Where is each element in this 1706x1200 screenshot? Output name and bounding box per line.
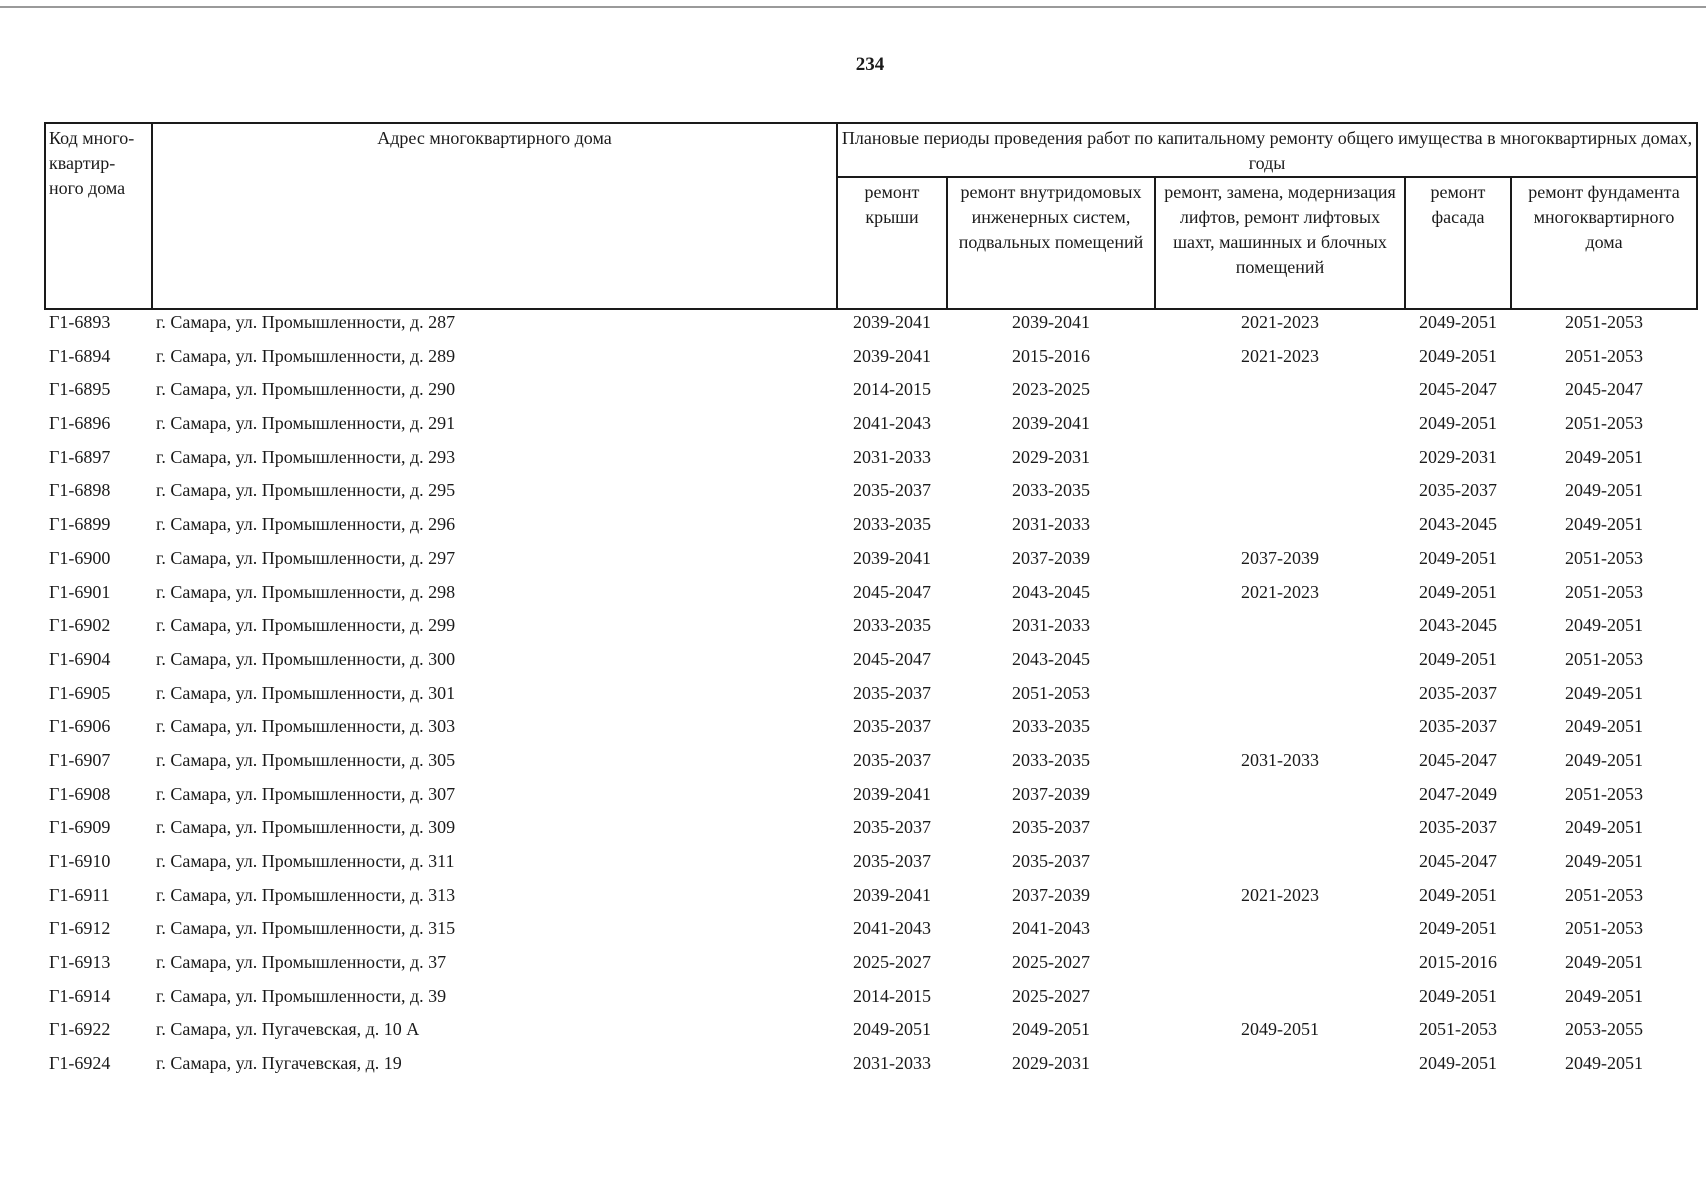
- cell-address: г. Самара, ул. Промышленности, д. 39: [156, 985, 447, 1006]
- cell-address: г. Самара, ул. Промышленности, д. 313: [156, 884, 456, 905]
- cell-foundation: 2049-2051: [1565, 480, 1644, 501]
- cell-lifts: [1155, 714, 1405, 748]
- cell-engineering: 2035-2037: [1012, 817, 1090, 838]
- cell-foundation: 2049-2051: [1565, 851, 1644, 871]
- cell-facade: 2045-2047: [1419, 379, 1497, 400]
- table-row: [45, 478, 1697, 512]
- cell-lifts: 2031-2033: [1241, 749, 1319, 770]
- cell-lifts: 2049-2051: [1241, 1019, 1319, 1040]
- cell-facade: 2049-2051: [1419, 884, 1497, 905]
- cell-lifts: [1155, 1051, 1405, 1085]
- cell-code: Г1-6897: [49, 446, 111, 467]
- cell-code: Г1-6913: [49, 952, 111, 973]
- cell-lifts: 2037-2039: [1241, 547, 1319, 568]
- cell-engineering: 2037-2039: [1012, 547, 1090, 568]
- header-facade: ремонт фасада: [1405, 177, 1511, 309]
- cell-roof: 2031-2033: [853, 446, 931, 467]
- cell-address: г. Самара, ул. Промышленности, д. 295: [156, 480, 456, 501]
- table-row: [45, 984, 1697, 1018]
- cell-facade: 2035-2037: [1419, 682, 1497, 703]
- table-row: [45, 445, 1697, 479]
- cell-code: Г1-6905: [49, 682, 111, 703]
- cell-engineering: 2031-2033: [1012, 514, 1090, 535]
- cell-foundation: 2049-2051: [1565, 682, 1644, 703]
- capital-repair-table: [44, 122, 1698, 1085]
- cell-roof: 2041-2043: [853, 413, 931, 434]
- header-foundation: ремонт фундамента многоквартирного дома: [1511, 177, 1697, 309]
- cell-address: г. Самара, ул. Промышленности, д. 305: [156, 749, 456, 770]
- cell-code: Г1-6898: [49, 480, 111, 501]
- cell-foundation: 2051-2053: [1565, 581, 1644, 602]
- table-body: [45, 309, 1697, 1085]
- cell-facade: 2049-2051: [1419, 918, 1497, 939]
- cell-roof: 2035-2037: [853, 682, 931, 703]
- cell-facade: 2029-2031: [1419, 446, 1497, 467]
- cell-roof: 2039-2041: [853, 345, 931, 366]
- cell-roof: 2049-2051: [853, 1019, 931, 1040]
- cell-engineering: 2051-2053: [1012, 682, 1090, 703]
- cell-foundation: 2049-2051: [1565, 514, 1644, 535]
- cell-address: г. Самара, ул. Промышленности, д. 289: [156, 345, 456, 366]
- cell-lifts: 2021-2023: [1241, 884, 1319, 905]
- cell-facade: 2049-2051: [1419, 648, 1497, 669]
- cell-engineering: 2041-2043: [1012, 918, 1090, 939]
- header-address: Адрес многоквартирного дома: [152, 123, 837, 309]
- cell-address: г. Самара, ул. Промышленности, д. 290: [156, 379, 456, 400]
- cell-facade: 2049-2051: [1419, 547, 1497, 568]
- cell-engineering: 2035-2037: [1012, 851, 1090, 871]
- cell-engineering: 2043-2045: [1012, 581, 1090, 602]
- cell-foundation: 2051-2053: [1565, 547, 1644, 568]
- cell-roof: 2014-2015: [853, 379, 931, 400]
- cell-address: г. Самара, ул. Промышленности, д. 303: [156, 716, 456, 737]
- cell-lifts: 2021-2023: [1241, 312, 1319, 332]
- cell-engineering: 2023-2025: [1012, 379, 1090, 400]
- header-roof: ремонт крыши: [837, 177, 947, 309]
- cell-roof: 2035-2037: [853, 817, 931, 838]
- cell-code: Г1-6899: [49, 514, 111, 535]
- cell-code: Г1-6904: [49, 648, 111, 669]
- table-row: [45, 1017, 1697, 1051]
- cell-facade: 2049-2051: [1419, 413, 1497, 434]
- cell-address: г. Самара, ул. Промышленности, д. 291: [156, 413, 456, 434]
- cell-code: Г1-6909: [49, 817, 111, 838]
- cell-roof: 2035-2037: [853, 716, 931, 737]
- cell-foundation: 2045-2047: [1565, 379, 1644, 400]
- cell-engineering: 2033-2035: [1012, 749, 1090, 770]
- cell-code: Г1-6907: [49, 749, 111, 770]
- cell-code: Г1-6900: [49, 547, 111, 568]
- cell-facade: 2035-2037: [1419, 817, 1497, 838]
- cell-roof: 2035-2037: [853, 480, 931, 501]
- cell-engineering: 2037-2039: [1012, 783, 1090, 804]
- cell-engineering: 2025-2027: [1012, 952, 1090, 973]
- page-number: 234: [855, 54, 885, 75]
- table-row: [45, 748, 1697, 782]
- cell-engineering: 2025-2027: [1012, 985, 1090, 1006]
- cell-engineering: 2015-2016: [1012, 345, 1090, 366]
- header-code: Код много-квартир-ного дома: [45, 123, 152, 309]
- cell-engineering: 2039-2041: [1012, 413, 1090, 434]
- table-row: [45, 883, 1697, 917]
- table-row: [45, 714, 1697, 748]
- table-row: [45, 580, 1697, 614]
- cell-address: г. Самара, ул. Промышленности, д. 296: [156, 514, 456, 535]
- table-header: [45, 123, 1697, 309]
- cell-lifts: [1155, 512, 1405, 546]
- cell-address: г. Самара, ул. Пугачевская, д. 10 А: [156, 1019, 420, 1040]
- cell-foundation: 2049-2051: [1565, 817, 1644, 838]
- table-row: [45, 512, 1697, 546]
- cell-lifts: 2021-2023: [1241, 345, 1319, 366]
- cell-foundation: 2049-2051: [1565, 952, 1644, 973]
- cell-roof: 2039-2041: [853, 547, 931, 568]
- table-row: [45, 815, 1697, 849]
- cell-facade: 2035-2037: [1419, 716, 1497, 737]
- cell-facade: 2049-2051: [1419, 312, 1497, 332]
- cell-address: г. Самара, ул. Промышленности, д. 297: [156, 547, 456, 568]
- cell-engineering: 2033-2035: [1012, 716, 1090, 737]
- cell-code: Г1-6912: [49, 918, 111, 939]
- cell-engineering: 2039-2041: [1012, 312, 1090, 332]
- cell-foundation: 2051-2053: [1565, 413, 1644, 434]
- cell-facade: 2049-2051: [1419, 345, 1497, 366]
- table-row: [45, 647, 1697, 681]
- cell-facade: 2045-2047: [1419, 749, 1497, 770]
- cell-foundation: 2051-2053: [1565, 312, 1644, 332]
- cell-roof: 2035-2037: [853, 851, 931, 871]
- cell-code: Г1-6922: [49, 1019, 111, 1040]
- header-lifts: ремонт, замена, модернизация лифтов, ремонт лифтовых шахт, машинных и блочных помещений: [1155, 177, 1405, 309]
- cell-engineering: 2029-2031: [1012, 1053, 1090, 1074]
- table-row: [45, 377, 1697, 411]
- cell-foundation: 2051-2053: [1565, 345, 1644, 366]
- cell-engineering: 2049-2051: [1012, 1019, 1090, 1040]
- cell-lifts: [1155, 815, 1405, 849]
- cell-engineering: 2033-2035: [1012, 480, 1090, 501]
- cell-address: г. Самара, ул. Пугачевская, д. 19: [156, 1053, 402, 1074]
- cell-code: Г1-6914: [49, 985, 111, 1006]
- cell-address: г. Самара, ул. Промышленности, д. 311: [156, 851, 455, 871]
- cell-roof: 2039-2041: [853, 312, 931, 332]
- scan-top-rule: [0, 6, 1706, 8]
- cell-facade: 2049-2051: [1419, 581, 1497, 602]
- cell-address: г. Самара, ул. Промышленности, д. 287: [156, 312, 456, 332]
- cell-code: Г1-6901: [49, 581, 111, 602]
- cell-lifts: [1155, 411, 1405, 445]
- cell-code: Г1-6894: [49, 345, 111, 366]
- table-row: [45, 344, 1697, 378]
- cell-facade: 2043-2045: [1419, 615, 1497, 636]
- cell-code: Г1-6902: [49, 615, 111, 636]
- cell-roof: 2045-2047: [853, 648, 931, 669]
- table-row: [45, 681, 1697, 715]
- cell-lifts: [1155, 984, 1405, 1018]
- cell-lifts: 2021-2023: [1241, 581, 1319, 602]
- cell-roof: 2039-2041: [853, 783, 931, 804]
- cell-foundation: 2049-2051: [1565, 985, 1644, 1006]
- cell-foundation: 2053-2055: [1565, 1019, 1644, 1040]
- cell-foundation: 2051-2053: [1565, 918, 1644, 939]
- header-engineering: ремонт внутридомовых инженерных систем, подвальных помещений: [947, 177, 1155, 309]
- cell-lifts: [1155, 478, 1405, 512]
- table-row: [45, 916, 1697, 950]
- cell-foundation: 2051-2053: [1565, 884, 1644, 905]
- cell-roof: 2031-2033: [853, 1053, 931, 1074]
- cell-roof: 2045-2047: [853, 581, 931, 602]
- cell-lifts: [1155, 445, 1405, 479]
- cell-roof: 2041-2043: [853, 918, 931, 939]
- cell-facade: 2015-2016: [1419, 952, 1497, 973]
- cell-lifts: [1155, 916, 1405, 950]
- cell-foundation: 2049-2051: [1565, 716, 1644, 737]
- cell-code: Г1-6893: [49, 312, 111, 332]
- table-row: [45, 411, 1697, 445]
- cell-address: г. Самара, ул. Промышленности, д. 300: [156, 648, 456, 669]
- cell-roof: 2014-2015: [853, 985, 931, 1006]
- cell-code: Г1-6895: [49, 379, 111, 400]
- cell-code: Г1-6924: [49, 1053, 111, 1074]
- cell-engineering: 2031-2033: [1012, 615, 1090, 636]
- cell-engineering: 2043-2045: [1012, 648, 1090, 669]
- cell-roof: 2035-2037: [853, 749, 931, 770]
- table-row: [45, 546, 1697, 580]
- cell-roof: 2025-2027: [853, 952, 931, 973]
- cell-lifts: [1155, 681, 1405, 715]
- cell-address: г. Самара, ул. Промышленности, д. 315: [156, 918, 456, 939]
- table-row: [45, 1051, 1697, 1085]
- cell-address: г. Самара, ул. Промышленности, д. 301: [156, 682, 456, 703]
- cell-lifts: [1155, 782, 1405, 816]
- cell-code: Г1-6908: [49, 783, 111, 804]
- cell-lifts: [1155, 849, 1405, 883]
- cell-foundation: 2049-2051: [1565, 1053, 1644, 1074]
- cell-roof: 2033-2035: [853, 514, 931, 535]
- table-row: [45, 613, 1697, 647]
- cell-lifts: [1155, 377, 1405, 411]
- cell-code: Г1-6910: [49, 851, 111, 871]
- cell-foundation: 2051-2053: [1565, 648, 1644, 669]
- cell-foundation: 2049-2051: [1565, 749, 1644, 770]
- cell-address: г. Самара, ул. Промышленности, д. 298: [156, 581, 456, 602]
- cell-address: г. Самара, ул. Промышленности, д. 309: [156, 817, 456, 838]
- table-row: [45, 309, 1697, 344]
- cell-facade: 2051-2053: [1419, 1019, 1497, 1040]
- table-row: [45, 782, 1697, 816]
- cell-engineering: 2029-2031: [1012, 446, 1090, 467]
- cell-facade: 2035-2037: [1419, 480, 1497, 501]
- cell-foundation: 2049-2051: [1565, 615, 1644, 636]
- cell-address: г. Самара, ул. Промышленности, д. 37: [156, 952, 447, 973]
- cell-code: Г1-6906: [49, 716, 111, 737]
- cell-facade: 2049-2051: [1419, 1053, 1497, 1074]
- cell-address: г. Самара, ул. Промышленности, д. 299: [156, 615, 456, 636]
- header-periods-group: Плановые периоды проведения работ по капитальному ремонту общего имущества в многоквартирных домах, годы: [837, 123, 1697, 177]
- cell-lifts: [1155, 950, 1405, 984]
- cell-foundation: 2051-2053: [1565, 783, 1644, 804]
- cell-foundation: 2049-2051: [1565, 446, 1644, 467]
- cell-address: г. Самара, ул. Промышленности, д. 293: [156, 446, 456, 467]
- cell-facade: 2043-2045: [1419, 514, 1497, 535]
- cell-roof: 2039-2041: [853, 884, 931, 905]
- cell-address: г. Самара, ул. Промышленности, д. 307: [156, 783, 456, 804]
- cell-code: Г1-6911: [49, 884, 110, 905]
- cell-lifts: [1155, 613, 1405, 647]
- cell-facade: 2047-2049: [1419, 783, 1497, 804]
- cell-lifts: [1155, 647, 1405, 681]
- table-row: [45, 849, 1697, 883]
- cell-facade: 2049-2051: [1419, 985, 1497, 1006]
- cell-facade: 2045-2047: [1419, 851, 1497, 871]
- cell-engineering: 2037-2039: [1012, 884, 1090, 905]
- table-row: [45, 950, 1697, 984]
- cell-code: Г1-6896: [49, 413, 111, 434]
- cell-roof: 2033-2035: [853, 615, 931, 636]
